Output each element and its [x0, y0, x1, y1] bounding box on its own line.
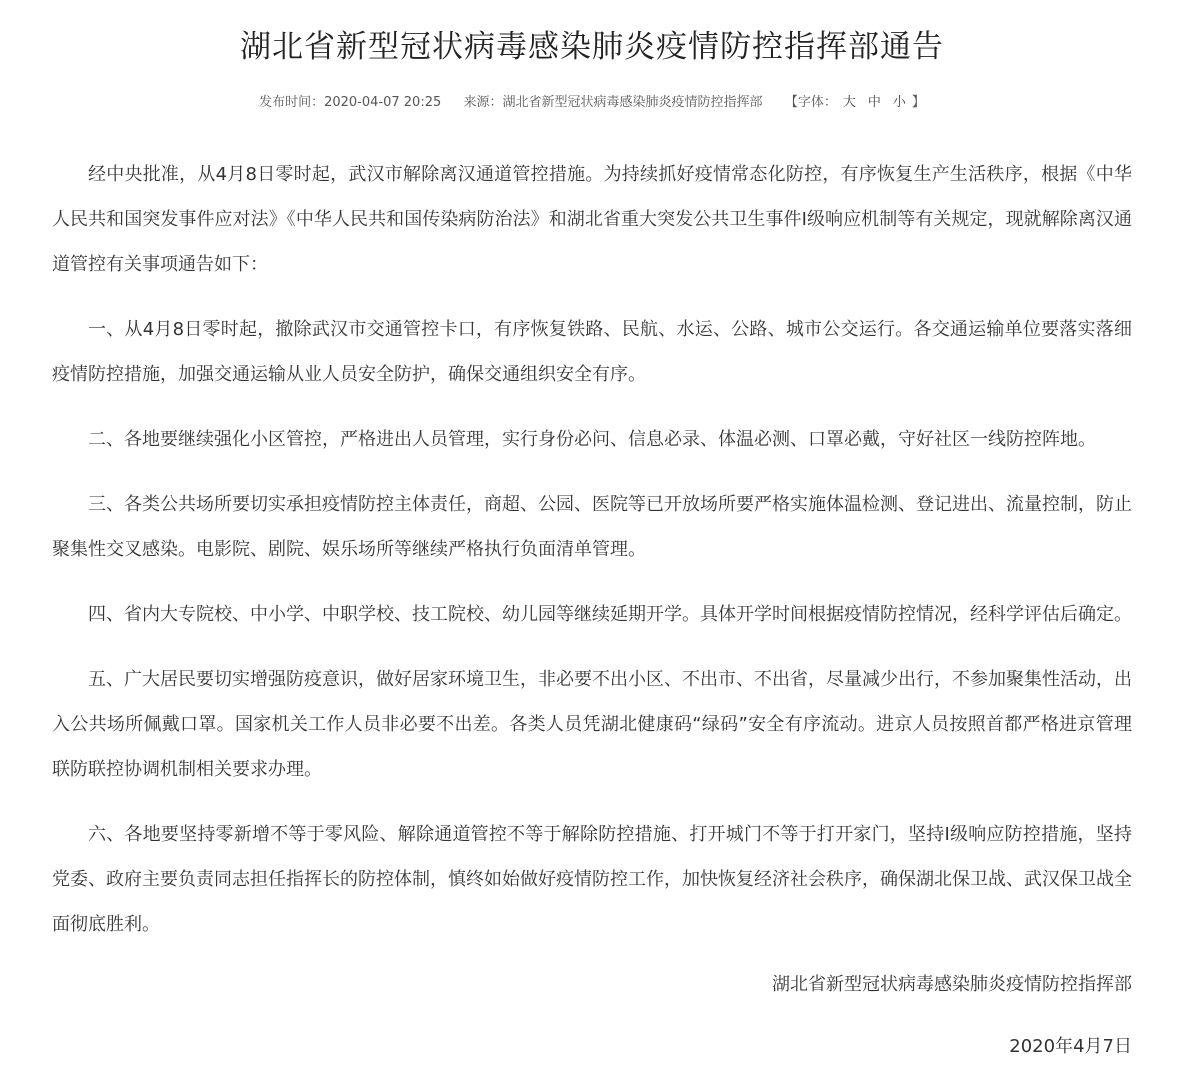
- font-size-medium-button[interactable]: 中: [867, 95, 881, 110]
- article-title: 湖北省新型冠状病毒感染肺炎疫情防控指挥部通告: [240, 29, 944, 65]
- publish-time-label: 发布时间：: [259, 95, 325, 110]
- font-size-open-bracket: 【字体：: [784, 95, 837, 110]
- source-label: 来源：: [463, 95, 503, 110]
- paragraph-item-6: 六、各地要坚持零新增不等于零风险、解除通道管控不等于解除防控措施、打开城门不等于打开家门，坚持I级响应防控措施，坚持党委、政府主要负责同志担任指挥长的防控体制，慎终如始做好疫情防控工作，加快恢复经济社会秩序，确保湖北保卫战、武汉保卫战全面彻底胜利。: [52, 824, 1132, 935]
- font-size-large-button[interactable]: 大: [842, 95, 856, 110]
- font-size-small-button[interactable]: 小: [892, 95, 906, 110]
- source-name: 湖北省新型冠状病毒感染肺炎疫情防控指挥部: [502, 95, 763, 110]
- issuer-signature: 湖北省新型冠状病毒感染肺炎疫情防控指挥部: [772, 974, 1132, 995]
- font-size-control: [785, 92, 925, 114]
- paragraph-item-1: 一、从4月8日零时起，撤除武汉市交通管控卡口，有序恢复铁路、民航、水运、公路、城市公交运行。各交通运输单位要落实落细疫情防控措施，加强交通运输从业人员安全防护，确保交通组织安全有序。: [52, 319, 1132, 385]
- article-body: [52, 152, 1132, 947]
- paragraph-item-5: 五、广大居民要切实增强防疫意识，做好居家环境卫生，非必要不出小区、不出市、不出省，尽量减少出行，不参加聚集性活动，出入公共场所佩戴口罩。国家机关工作人员非必要不出差。各类人员凭湖北健康码“绿码”安全有序流动。进京人员按照首都严格进京管理联防联控协调机制相关要求办理。: [52, 669, 1132, 780]
- paragraph-item-2: 二、各地要继续强化小区管控，严格进出人员管理，实行身份必问、信息必录、体温必测、口罩必戴，守好社区一线防控阵地。: [88, 429, 1096, 450]
- paragraph-item-3: 三、各类公共场所要切实承担疫情防控主体责任，商超、公园、医院等已开放场所要严格实施体温检测、登记进出、流量控制，防止聚集性交叉感染。电影院、剧院、娱乐场所等继续严格执行负面清单管理。: [52, 494, 1132, 560]
- issue-date: 2020年4月7日: [1009, 1036, 1132, 1057]
- publish-time: 2020-04-07 20:25: [324, 95, 442, 110]
- article-meta: [52, 92, 1132, 114]
- article-page: [52, 0, 1132, 1065]
- font-size-close-bracket: 】: [911, 95, 925, 110]
- paragraph-intro: 经中央批准，从4月8日零时起，武汉市解除离汉通道管控措施。为持续抓好疫情常态化防控，有序恢复生产生活秩序，根据《中华人民共和国突发事件应对法》《中华人民共和国传染病防治法》和湖北省重大突发公共卫生事件I级响应机制等有关规定，现就解除离汉通道管控有关事项通告如下：: [52, 164, 1132, 275]
- paragraph-item-4: 四、省内大专院校、中小学、中职学校、技工院校、幼儿园等继续延期开学。具体开学时间根据疫情防控情况，经科学评估后确定。: [88, 604, 1132, 625]
